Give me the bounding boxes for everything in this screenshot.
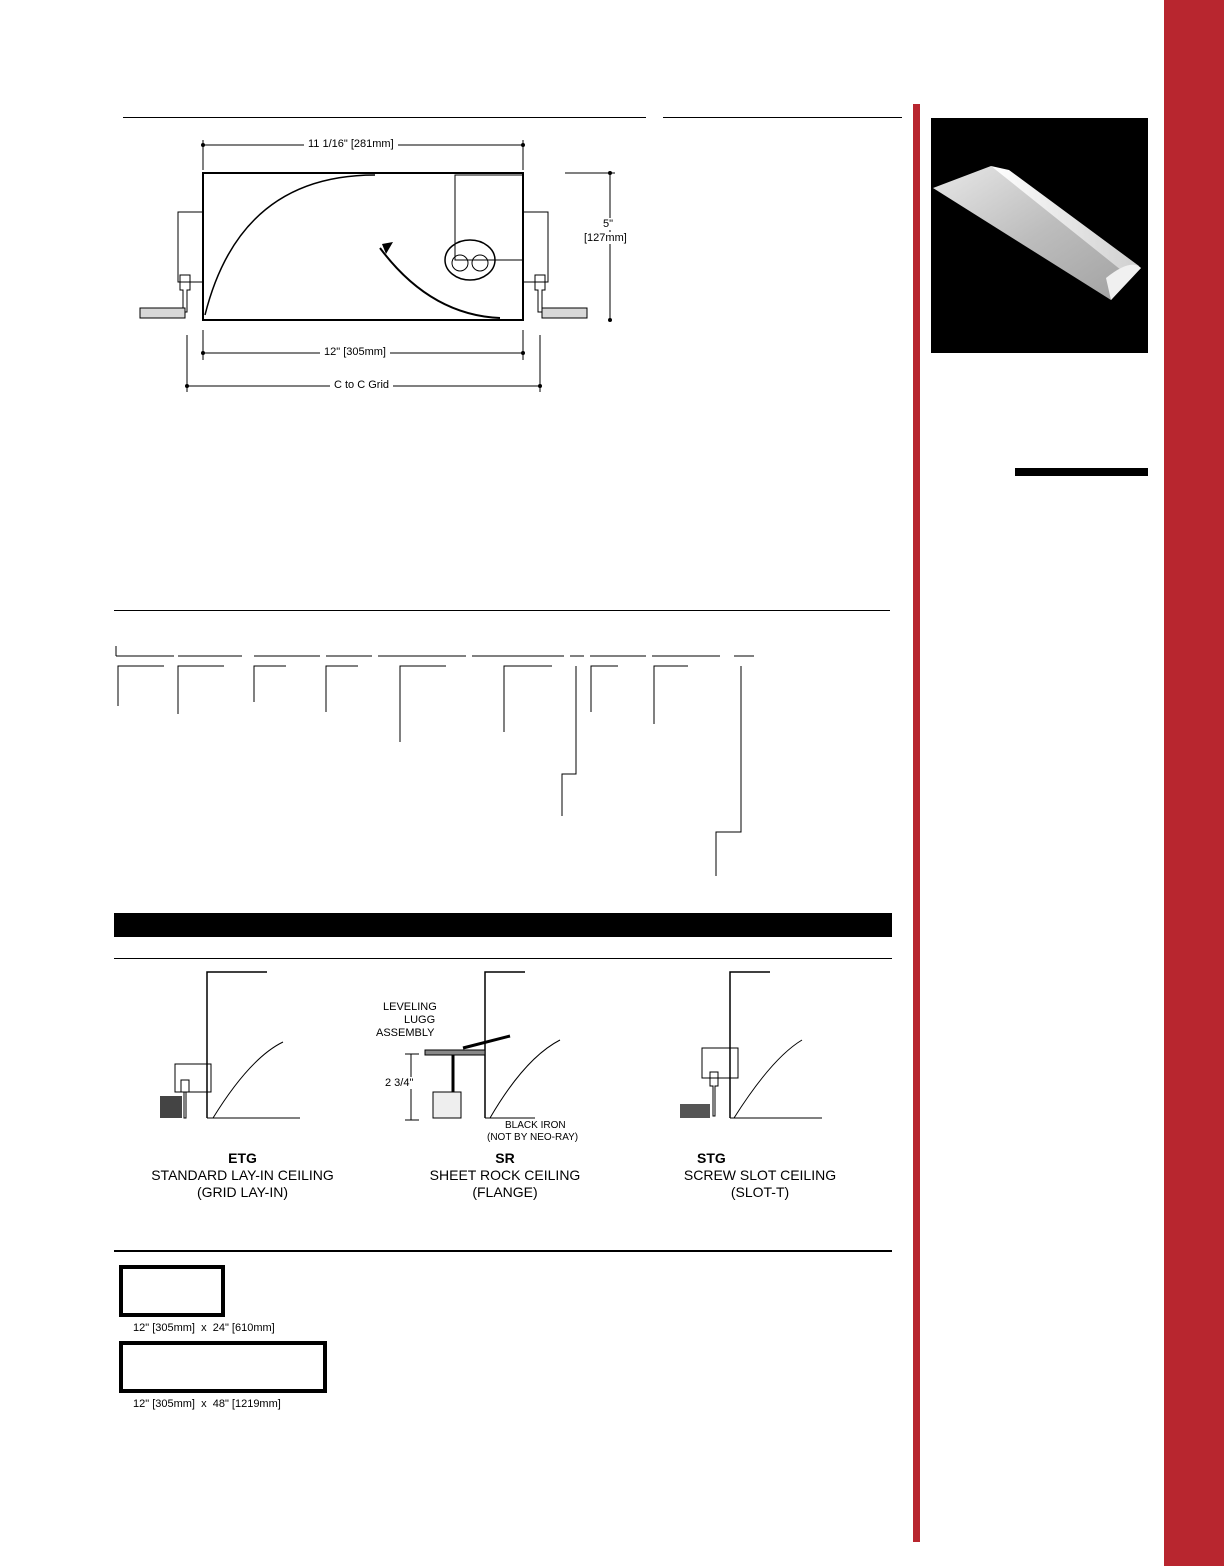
caption-etg xyxy=(135,1150,350,1201)
caption-stg-code: STG xyxy=(697,1150,726,1166)
section-drawing xyxy=(130,130,650,410)
caption-sr xyxy=(400,1150,610,1201)
detail-etg-drawing xyxy=(155,968,335,1128)
caption-sr-line2: (FLANGE) xyxy=(472,1184,538,1200)
sr-label-leveling: LEVELING xyxy=(383,1001,437,1013)
size-box-2x4 xyxy=(119,1265,225,1317)
sr-label-assembly: ASSEMBLY xyxy=(376,1027,435,1039)
detail-sr-drawing xyxy=(405,968,585,1128)
ordering-diagram xyxy=(114,640,774,880)
caption-sr-code: SR xyxy=(495,1150,515,1166)
size-box-1x4 xyxy=(119,1341,327,1393)
caption-stg xyxy=(655,1150,865,1201)
caption-stg-line1: SCREW SLOT CEILING xyxy=(683,1167,837,1183)
detail-stg-drawing xyxy=(672,968,852,1128)
accent-bar-right xyxy=(1164,0,1224,1566)
dim-width-bottom: 12" [305mm] xyxy=(320,346,390,358)
ordering-rule xyxy=(114,610,890,611)
mounting-rule xyxy=(114,958,892,959)
side-rule xyxy=(1015,468,1148,476)
caption-stg-line2: (SLOT-T) xyxy=(730,1184,790,1200)
size-caption-2x4: 12" [305mm] x 24" [610mm] xyxy=(133,1322,275,1334)
product-photo xyxy=(931,118,1148,353)
sr-label-not-by: (NOT BY NEO-RAY) xyxy=(487,1132,579,1143)
sr-label-black-iron: BLACK IRON xyxy=(505,1120,566,1131)
caption-sr-line1: SHEET ROCK CEILING xyxy=(429,1167,581,1183)
caption-etg-code: ETG xyxy=(228,1150,257,1166)
dim-width-top: 11 1/16" [281mm] xyxy=(304,138,398,150)
dim-height: 5" xyxy=(603,218,614,230)
accent-bar-divider xyxy=(913,104,920,1542)
dim-height-mm: [127mm] xyxy=(584,232,627,244)
section-rule-top-left xyxy=(123,117,646,118)
mounting-band xyxy=(114,913,892,937)
caption-etg-line2: (GRID LAY-IN) xyxy=(196,1184,288,1200)
section-rule-top-right xyxy=(663,117,902,118)
sr-label-height: 2 3/4" xyxy=(385,1077,414,1089)
sizes-rule xyxy=(114,1250,892,1252)
dim-grid: C to C Grid xyxy=(330,379,393,391)
sr-label-lugg: LUGG xyxy=(404,1014,436,1026)
caption-etg-line1: STANDARD LAY-IN CEILING xyxy=(151,1167,334,1183)
size-caption-1x4: 12" [305mm] x 48" [1219mm] xyxy=(133,1398,281,1410)
